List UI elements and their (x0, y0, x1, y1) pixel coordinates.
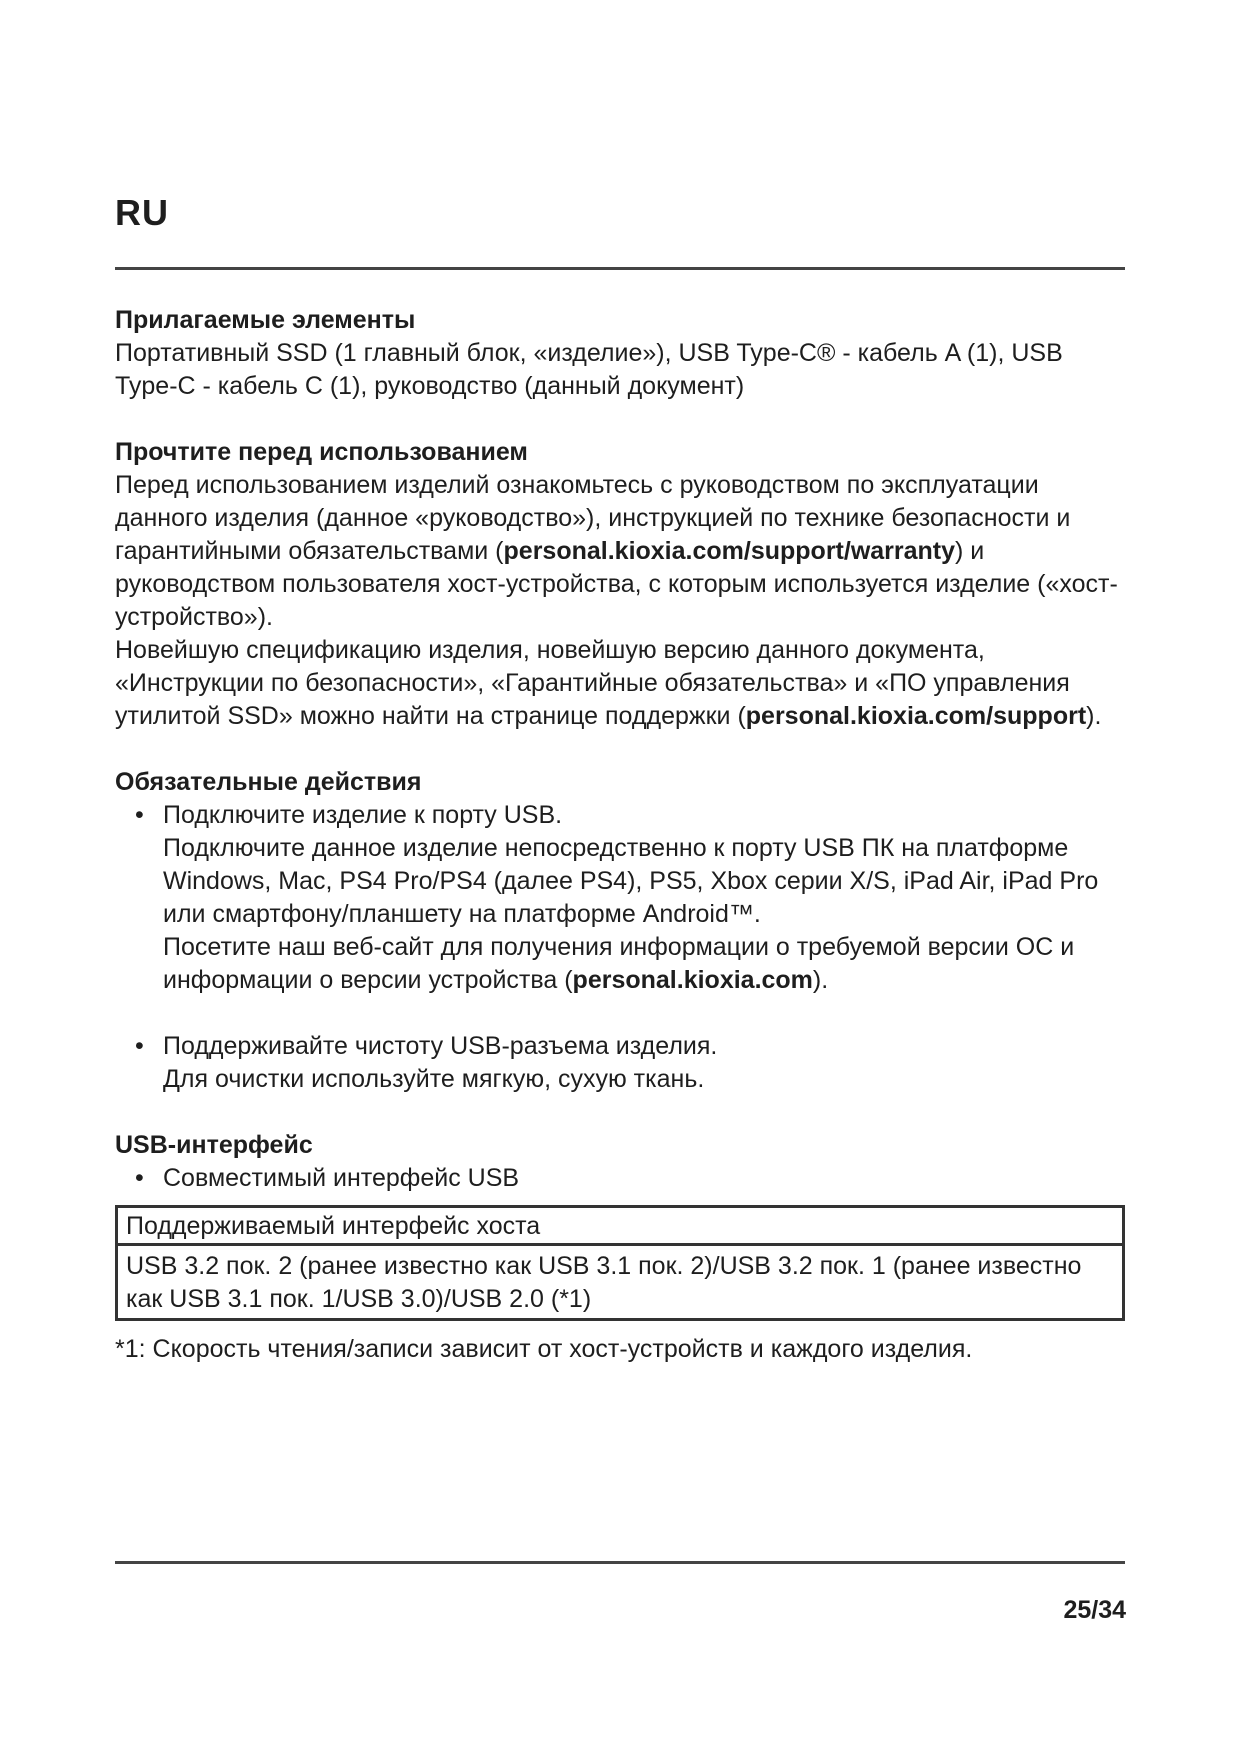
os-version-text: Посетите наш веб-сайт для получения информации о требуемой версии ОС и информации о версии устройства (personal.kioxia.com). (163, 933, 1075, 994)
page-content (115, 304, 1130, 1366)
required-actions-list (115, 799, 1130, 1096)
usb-interface-section (115, 1129, 1130, 1366)
connector-clean-title: Поддерживайте чистоту USB-разъема изделия. (163, 1032, 718, 1060)
read-before-paragraph-2: Новейшую спецификацию изделия, новейшую версию данного документа, «Инструкции по безопасности», «Гарантийные обязательства» и «ПО управления утилитой SSD» можно найти на странице поддержки (personal.kioxia.com/support). (115, 636, 1102, 730)
footnote: *1: Скорость чтения/записи зависит от хост-устройств и каждого изделия. (115, 1335, 973, 1363)
page-number: 25/34 (1063, 1596, 1126, 1624)
language-code: RU (115, 192, 169, 233)
list-item (135, 1030, 1130, 1096)
usb-interface-list (115, 1162, 1130, 1195)
support-link: personal.kioxia.com/support (745, 702, 1087, 730)
included-items-heading: Прилагаемые элементы (115, 306, 416, 334)
bullet-icon: • (135, 1164, 144, 1192)
table-header-cell: Поддерживаемый интерфейс хоста (118, 1208, 1122, 1246)
connector-clean-text: Для очистки используйте мягкую, сухую ткань. (163, 1065, 705, 1093)
list-item (135, 799, 1130, 997)
included-items-text: Портативный SSD (1 главный блок, «изделие»), USB Type-C® - кабель A (1), USB Type-C - кабель C (1), руководство (данный документ) (115, 339, 1063, 400)
usb-compat-text: Совместимый интерфейс USB (163, 1164, 520, 1192)
warranty-link: personal.kioxia.com/support/warranty (503, 537, 956, 565)
website-link: personal.kioxia.com (572, 966, 813, 994)
read-before-paragraph-1: Перед использованием изделий ознакомьтесь с руководством по эксплуатации данного изделия (данное «руководство»), инструкцией по технике безопасности и гарантийными обязательствами (personal.kioxia.com/support/warranty) и руководством пользователя хост-устройства, с которым используется изделие («хост-устройство»). (115, 471, 1118, 631)
table-value-cell: USB 3.2 пок. 2 (ранее известно как USB 3.1 пок. 2)/USB 3.2 пок. 1 (ранее известно как USB 3.1 пок. 1/USB 3.0)/USB 2.0 (*1) (126, 1252, 1082, 1313)
required-actions-section (115, 766, 1130, 1096)
read-before-section (115, 436, 1130, 733)
usb-connect-text: Подключите данное изделие непосредственно к порту USB ПК на платформе Windows, Mac, PS4 Pro/PS4 (далее PS4), PS5, Xbox серии X/S, iPad Air, iPad Pro или смартфону/планшету на платформе Android™. (163, 834, 1099, 928)
required-actions-heading: Обязательные действия (115, 768, 422, 796)
bottom-divider (115, 1561, 1125, 1564)
included-items-section (115, 304, 1130, 403)
bullet-icon: • (135, 1032, 144, 1060)
usb-interface-heading: USB-интерфейс (115, 1131, 313, 1159)
list-item (135, 1162, 1130, 1195)
host-interface-table (115, 1205, 1125, 1321)
bullet-icon: • (135, 801, 144, 829)
usb-connect-title: Подключите изделие к порту USB. (163, 801, 563, 829)
read-before-heading: Прочтите перед использованием (115, 438, 528, 466)
top-divider (115, 267, 1125, 270)
